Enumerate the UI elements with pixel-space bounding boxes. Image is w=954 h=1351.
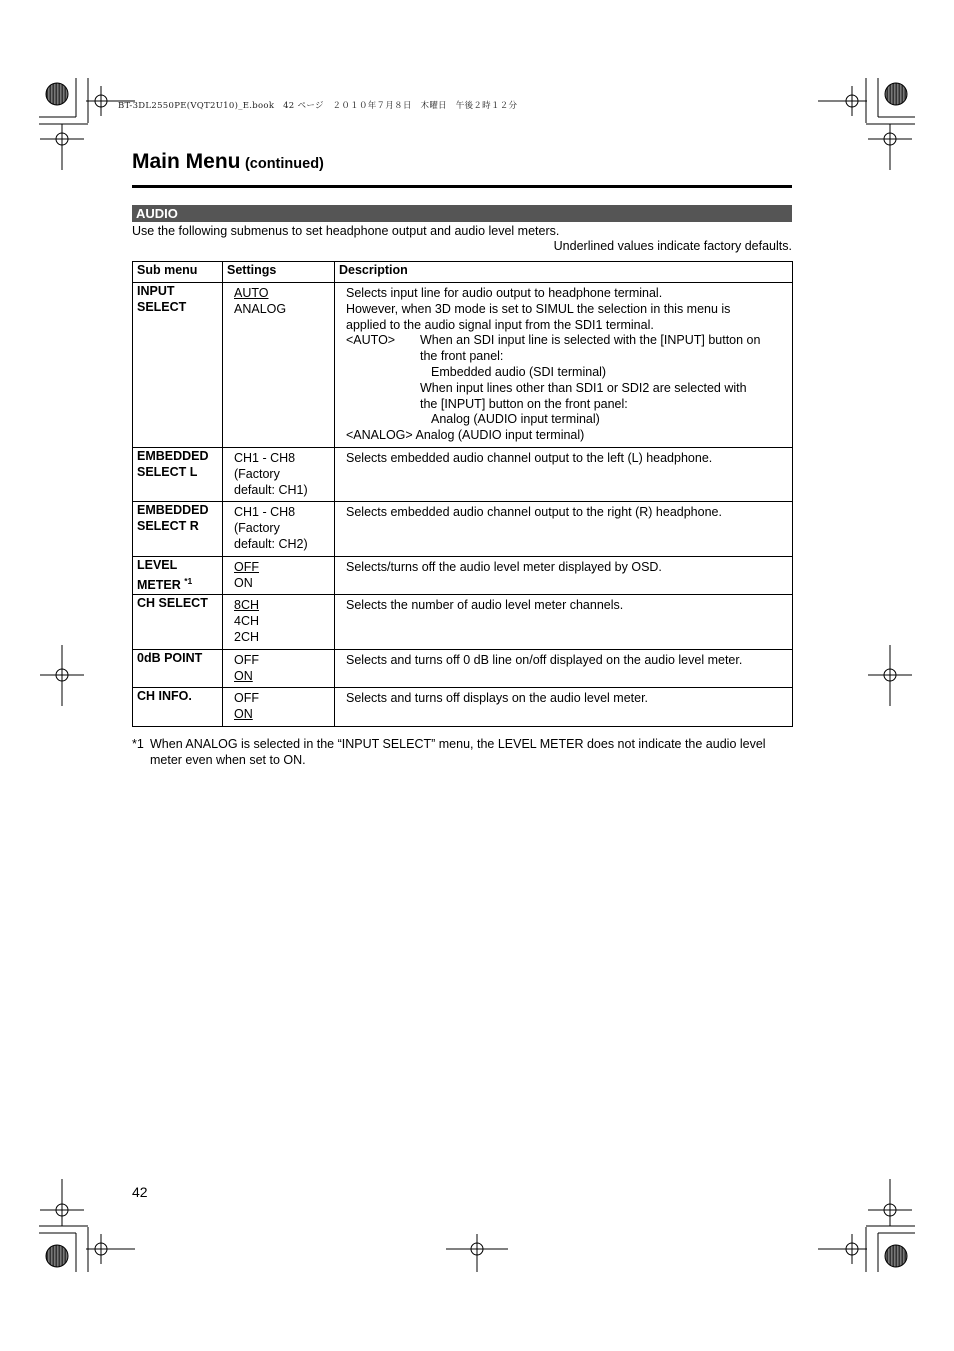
footnote bbox=[132, 737, 794, 768]
page-title-main: Main Menu bbox=[132, 150, 241, 173]
submenu-name-line: EMBEDDED bbox=[137, 448, 209, 463]
option-tag: <ANALOG> bbox=[346, 428, 413, 443]
setting-value: CH1 - CH8 bbox=[234, 505, 296, 520]
setting-value-default: 8CH bbox=[234, 598, 260, 613]
submenu-cell bbox=[133, 502, 223, 556]
description-cell: Selects/turns off the audio level meter displayed by OSD. bbox=[335, 556, 793, 595]
setting-value: ANALOG bbox=[234, 301, 287, 316]
submenu-cell bbox=[133, 688, 223, 727]
footnote-line: When ANALOG is selected in the “INPUT SELECT” menu, the LEVEL METER does not indicate the audio level bbox=[150, 737, 766, 751]
title-rule bbox=[132, 185, 792, 188]
submenu-name-line: 0dB POINT bbox=[137, 650, 203, 665]
description-line: When an SDI input line is selected with the [INPUT] button on bbox=[420, 333, 761, 348]
settings-cell bbox=[223, 688, 335, 727]
audio-menu-table bbox=[132, 261, 793, 727]
description-line: When input lines other than SDI1 or SDI2 are selected with bbox=[420, 380, 747, 395]
print-header: BT-3DL2550PE(VQT2U10)_E.book 42 ページ ２０１０年７月８日 木曜日 午後２時１２分 bbox=[118, 101, 518, 111]
section-heading: AUDIO bbox=[132, 205, 792, 222]
submenu-cell bbox=[133, 556, 223, 595]
description-cell: Selects and turns off displays on the audio level meter. bbox=[335, 688, 793, 727]
footnote-mark: *1 bbox=[132, 737, 144, 751]
description-cell: Selects and turns off 0 dB line on/off displayed on the audio level meter. bbox=[335, 649, 793, 688]
submenu-cell bbox=[133, 283, 223, 448]
setting-value: 4CH bbox=[234, 614, 260, 629]
description-line: applied to the audio signal input from the SDI1 terminal. bbox=[346, 317, 654, 332]
table-row bbox=[133, 649, 793, 688]
setting-value: OFF bbox=[234, 652, 259, 667]
submenu-name-line: EMBEDDED bbox=[137, 503, 209, 518]
table-row bbox=[133, 688, 793, 727]
setting-value: (Factory bbox=[234, 466, 280, 481]
setting-value: default: CH1) bbox=[234, 482, 308, 497]
setting-value: ON bbox=[234, 575, 253, 590]
settings-cell bbox=[223, 283, 335, 448]
description-cell: Selects embedded audio channel output to the left (L) headphone. bbox=[335, 447, 793, 501]
setting-value-default: ON bbox=[234, 707, 253, 722]
description-cell: Selects embedded audio channel output to the right (R) headphone. bbox=[335, 502, 793, 556]
description-cell bbox=[335, 283, 793, 448]
submenu-name-line: SELECT L bbox=[137, 464, 198, 479]
description-line: Analog (AUDIO input terminal) bbox=[415, 428, 585, 443]
settings-cell bbox=[223, 595, 335, 649]
settings-cell bbox=[223, 556, 335, 595]
submenu-cell bbox=[133, 649, 223, 688]
settings-cell bbox=[223, 447, 335, 501]
submenu-cell bbox=[133, 595, 223, 649]
description-line: the front panel: bbox=[420, 349, 504, 364]
column-header-settings: Settings bbox=[223, 262, 335, 283]
setting-value: 2CH bbox=[234, 629, 260, 644]
description-line: Analog (AUDIO input terminal) bbox=[431, 412, 600, 427]
page-title bbox=[132, 150, 324, 174]
table-row bbox=[133, 595, 793, 649]
table-row bbox=[133, 447, 793, 501]
settings-cell bbox=[223, 502, 335, 556]
description-line: However, when 3D mode is set to SIMUL the selection in this menu is bbox=[346, 301, 731, 316]
description-cell: Selects the number of audio level meter channels. bbox=[335, 595, 793, 649]
submenu-name-line: INPUT bbox=[137, 284, 175, 298]
description-line: Embedded audio (SDI terminal) bbox=[431, 364, 607, 379]
setting-value: CH1 - CH8 bbox=[234, 450, 296, 465]
submenu-name-line: SELECT R bbox=[137, 519, 199, 534]
setting-value: default: CH2) bbox=[234, 536, 308, 551]
setting-value-default: AUTO bbox=[234, 286, 269, 300]
page-number: 42 bbox=[132, 1184, 148, 1200]
setting-value-default: OFF bbox=[234, 559, 259, 574]
table-row bbox=[133, 502, 793, 556]
submenu-name-line: METER bbox=[137, 577, 181, 592]
submenu-name-line: CH INFO. bbox=[137, 689, 192, 704]
footnote-line: meter even when set to ON. bbox=[150, 752, 306, 767]
defaults-note: Underlined values indicate factory defaults. bbox=[553, 239, 792, 253]
section-intro: Use the following submenus to set headphone output and audio level meters. bbox=[132, 224, 560, 238]
option-tag: <AUTO> bbox=[346, 333, 396, 348]
submenu-name-line: SELECT bbox=[137, 299, 187, 314]
table-row bbox=[133, 283, 793, 448]
submenu-cell bbox=[133, 447, 223, 501]
table-row bbox=[133, 556, 793, 595]
page-title-continued: (continued) bbox=[244, 156, 324, 172]
description-line: Selects input line for audio output to headphone terminal. bbox=[346, 286, 663, 300]
footnote-reference: *1 bbox=[184, 575, 193, 586]
submenu-name-line: LEVEL bbox=[137, 557, 178, 572]
column-header-submenu: Sub menu bbox=[133, 262, 223, 283]
submenu-name-line: CH SELECT bbox=[137, 596, 208, 611]
setting-value-default: ON bbox=[234, 668, 253, 683]
table-header-row bbox=[133, 262, 793, 283]
column-header-description: Description bbox=[335, 262, 793, 283]
settings-cell bbox=[223, 649, 335, 688]
description-line: the [INPUT] button on the front panel: bbox=[420, 396, 628, 411]
setting-value: (Factory bbox=[234, 521, 280, 536]
setting-value: OFF bbox=[234, 691, 259, 706]
